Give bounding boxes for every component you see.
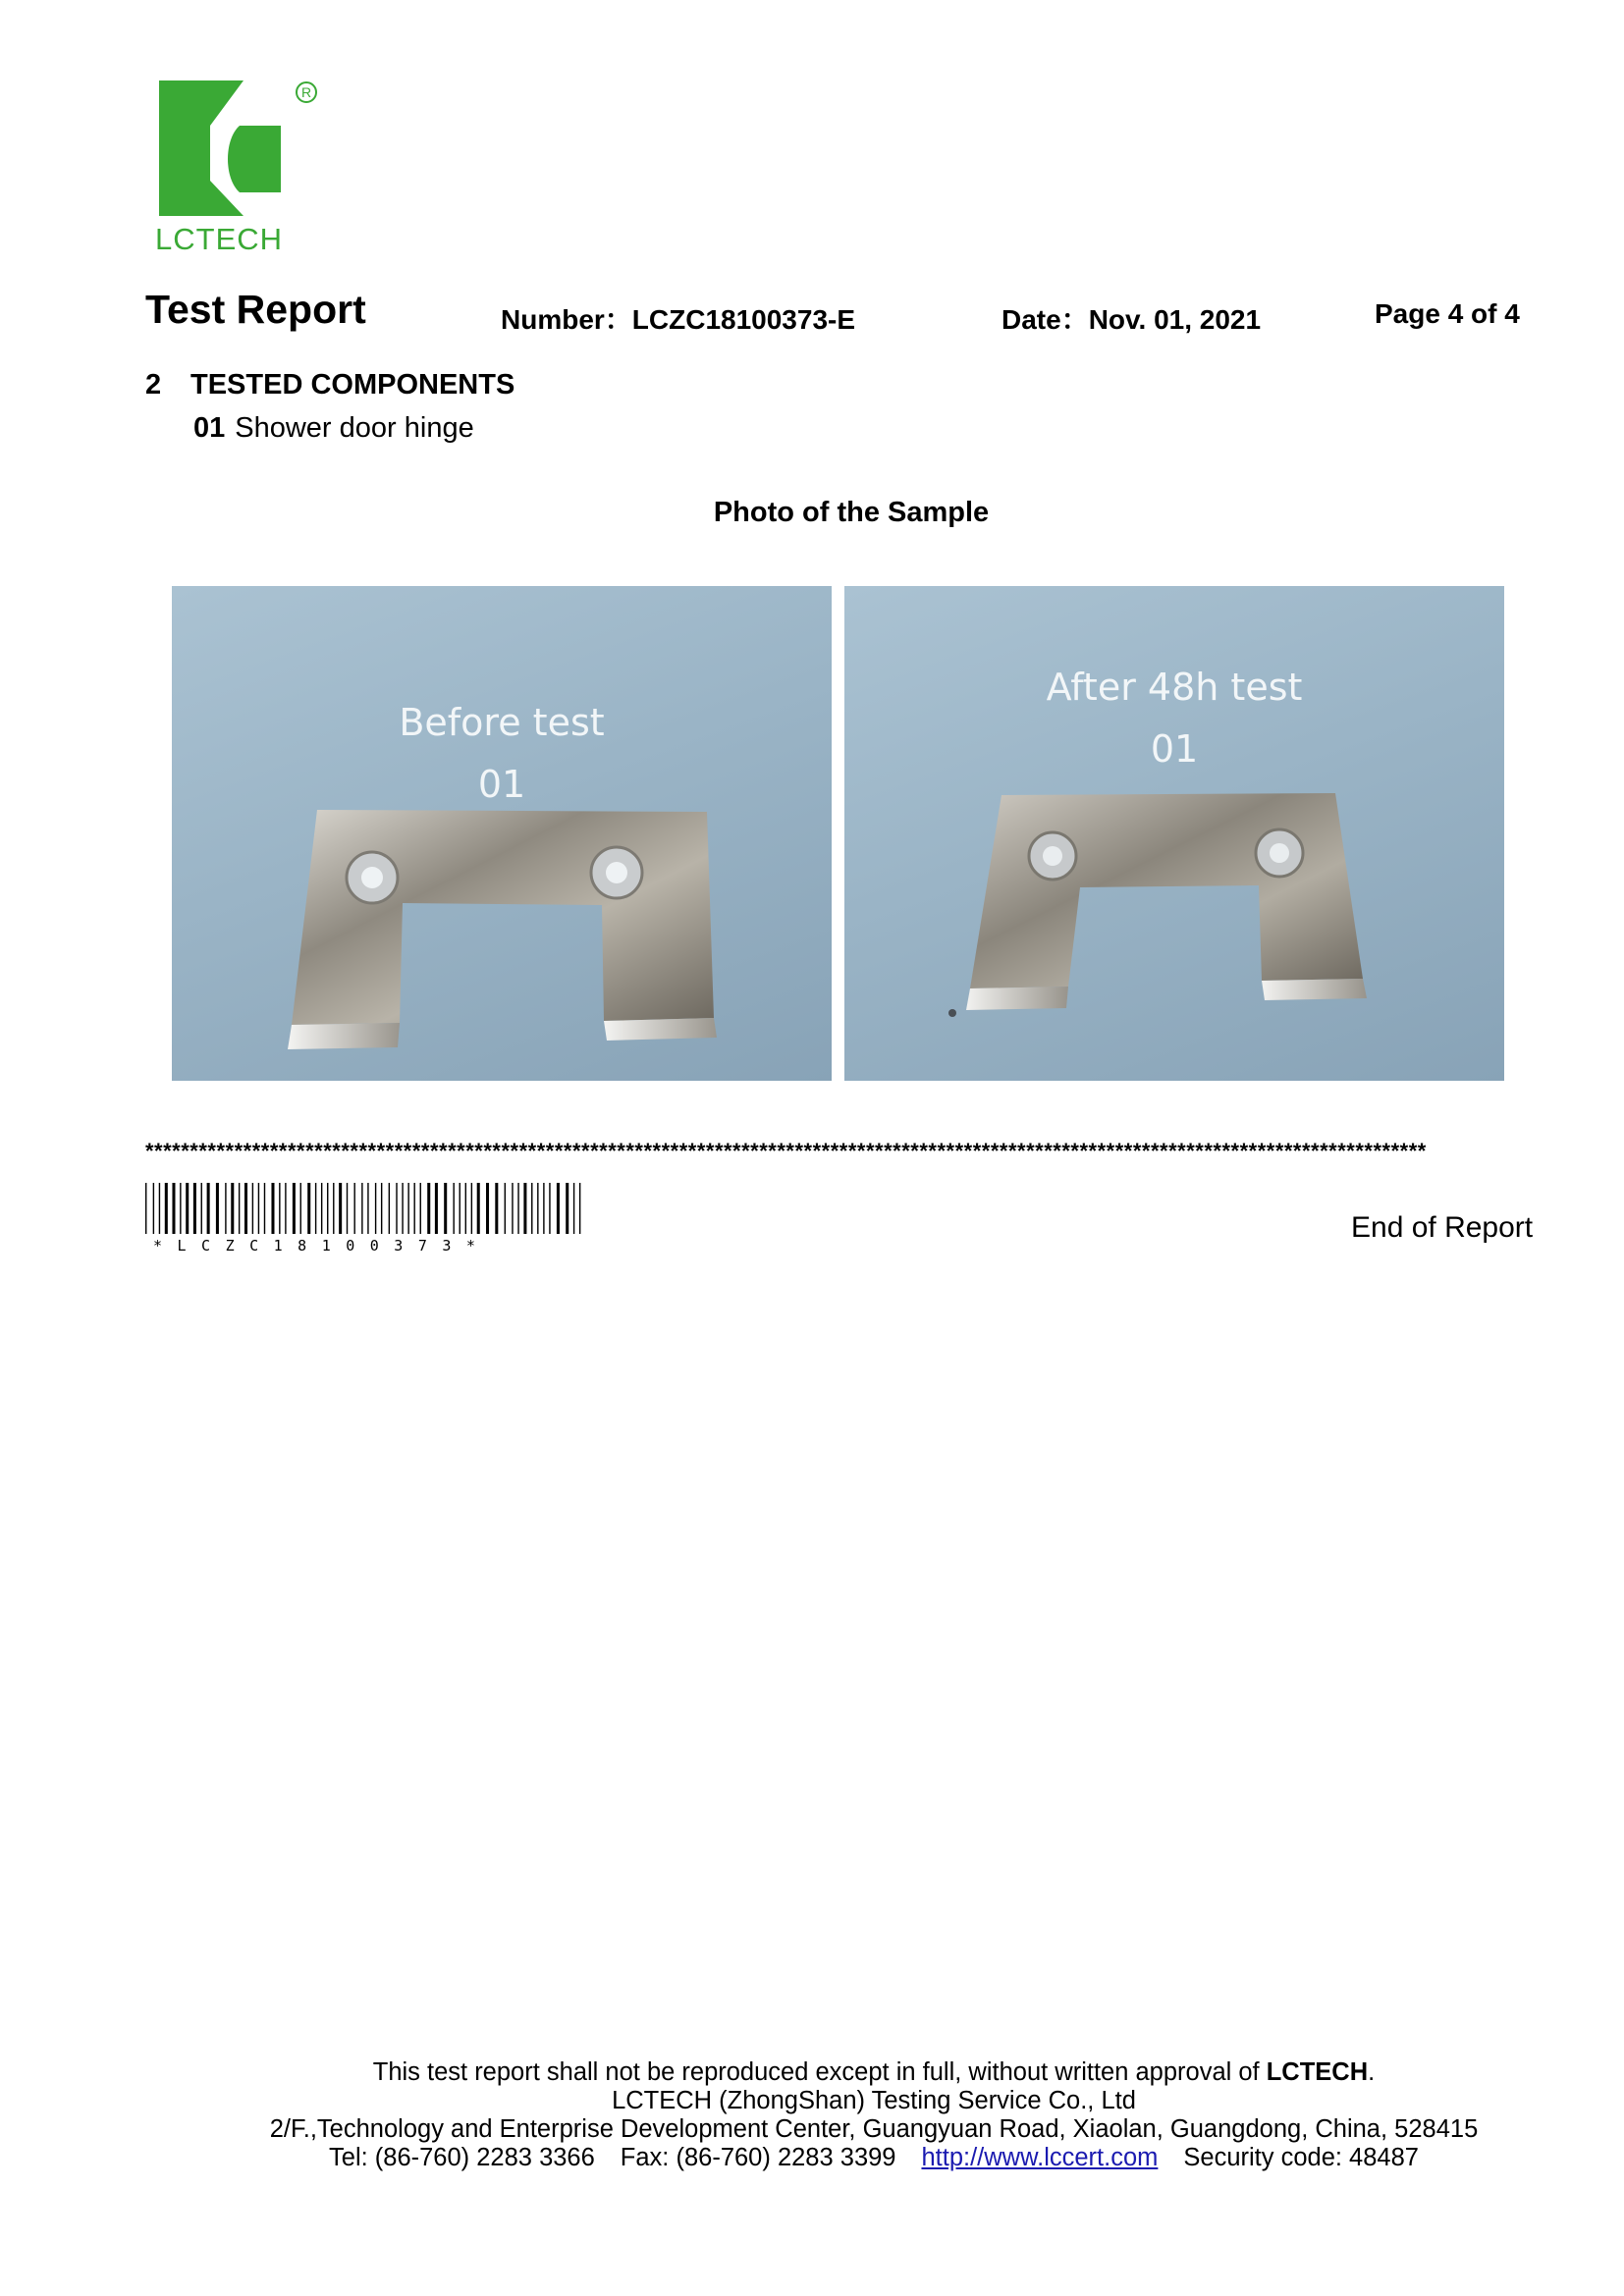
footer-security-code: Security code: 48487 xyxy=(1183,2144,1419,2171)
page-number: Page 4 of 4 xyxy=(1375,298,1520,329)
hinge-image xyxy=(172,586,832,1081)
footer-fax: Fax: (86-760) 2283 3399 xyxy=(620,2144,896,2171)
footer-company: LCTECH (ZhongShan) Testing Service Co., Ltd xyxy=(612,2087,1136,2114)
section-heading xyxy=(145,369,514,401)
component-id: 01 xyxy=(193,412,226,444)
footer-contact xyxy=(0,2144,1624,2172)
footer-disclaimer xyxy=(0,2058,1624,2087)
report-date xyxy=(1001,298,1261,338)
logo-text: LCTECH xyxy=(155,222,284,256)
footer-disclaimer-end: . xyxy=(1368,2058,1376,2086)
photo-label-before-id: 01 xyxy=(477,763,526,806)
footer-disclaimer-text: This test report shall not be reproduced except in full, without written approval of xyxy=(372,2058,1267,2086)
sample-photo-after xyxy=(844,586,1504,1081)
section-title: TESTED COMPONENTS xyxy=(190,369,515,400)
report-number-value: LCZC18100373-E xyxy=(631,304,856,335)
section-number: 2 xyxy=(145,369,162,400)
barcode-text: *LCZC18100373* xyxy=(153,1237,491,1255)
component-item xyxy=(193,412,474,445)
end-of-report: End of Report xyxy=(1351,1211,1534,1244)
report-title: Test Report xyxy=(145,287,366,332)
sample-photo-before xyxy=(172,586,832,1081)
report-date-value: Nov. 01, 2021 xyxy=(1088,304,1262,335)
footer-address: 2/F.,Technology and Enterprise Development Center, Guangyuan Road, Xiaolan, Guangdong, China, 528415 xyxy=(269,2115,1479,2143)
barcode-icon xyxy=(145,1183,585,1234)
component-name: Shower door hinge xyxy=(235,412,474,444)
footer-website-link[interactable]: http://www.lccert.com xyxy=(921,2144,1159,2171)
photo-label-after: After 48h test xyxy=(1046,666,1303,709)
photo-label-before: Before test xyxy=(399,701,605,744)
footer-brand: LCTECH xyxy=(1266,2058,1369,2086)
photo-label-after-id: 01 xyxy=(1150,727,1199,771)
separator-line: ************************************************************************************************************************************************ xyxy=(145,1139,1427,1163)
photo-caption: Photo of the Sample xyxy=(713,497,990,528)
report-number-label: Number： xyxy=(501,304,632,335)
svg-text:R: R xyxy=(300,84,312,100)
report-number xyxy=(501,298,855,338)
report-date-label: Date： xyxy=(1001,304,1089,335)
footer-tel: Tel: (86-760) 2283 3366 xyxy=(329,2144,595,2171)
